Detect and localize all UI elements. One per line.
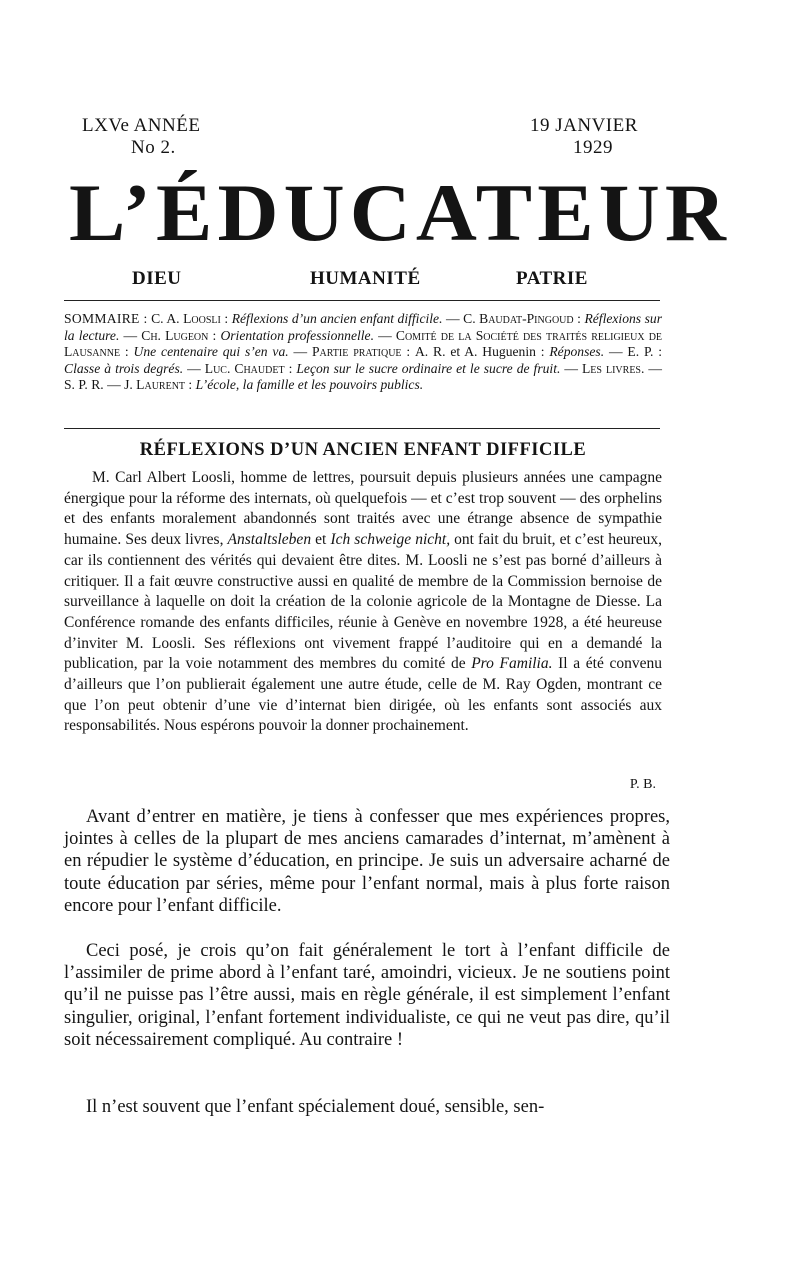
intro-text: ont fait du bruit, et c’est heureux, car ils contiennent des vérités qui devaient être dites. M. Loosli ne s’est pas borné d’ailleurs à critiquer. Il a fait œuvre constructive aussi en qualité de membre de la Commission bernoise de surveillance à laquelle on doit la création de la colonie agricole de la Montagne de Diesse. La Conférence romande des enfants difficiles, réunie à Genève en novembre 1928, a été heureuse d’inviter M. Loosli. Ses réflexions ont vivement frappé l’auditoire qui en a demandé la publication, par la voie notamment des membres du comité de bbox=[64, 531, 662, 673]
body-paragraph: Il n’est souvent que l’enfant spécialement doué, sensible, sen- bbox=[86, 1097, 545, 1117]
toc-separator: — bbox=[560, 360, 582, 376]
body-paragraph: Ceci posé, je crois qu’on fait généralement le tort à l’enfant difficile de l’assimiler de prime abord à l’enfant taré, amoindri, vicieux. Je ne soutiens point qu’il ne puisse pas l’être aussi, mais en règle générale, il est simplement l’enfant singulier, original, l’enfant fortement individualiste, ce qui ne veut pas dire, qu’il soit nécessairement compliqué. Au contraire ! bbox=[64, 941, 670, 1050]
toc-author: E. P. : bbox=[627, 344, 663, 359]
motto-word: DIEU bbox=[132, 268, 182, 289]
intro-signature: P. B. bbox=[629, 777, 656, 792]
toc-author: Luc. Chaudet : bbox=[204, 360, 297, 376]
toc-author: Comité de la Société des traités religieux de Lausanne : bbox=[64, 327, 663, 359]
motto-word: PATRIE bbox=[516, 268, 588, 289]
toc-title: Une centenaire qui s’en va. bbox=[133, 344, 289, 359]
toc-text: — S. P. R. bbox=[64, 360, 662, 392]
toc-title: Réponses. bbox=[549, 344, 605, 359]
toc-separator: — bbox=[107, 377, 125, 392]
toc-title: Orientation professionnelle. bbox=[220, 327, 374, 343]
toc-separator: — bbox=[288, 344, 312, 359]
table-of-contents bbox=[64, 311, 662, 394]
toc-title: L’école, la famille et les pouvoirs publics. bbox=[195, 377, 424, 392]
editorial-intro bbox=[64, 468, 662, 737]
toc-bottom-rule bbox=[64, 428, 660, 429]
toc-author: Les livres. bbox=[582, 360, 649, 376]
masthead-title: L’ÉDUCATEUR bbox=[68, 167, 732, 258]
article-title: RÉFLEXIONS D’UN ANCIEN ENFANT DIFFICILE bbox=[139, 440, 587, 460]
toc-separator: — bbox=[183, 360, 205, 376]
intro-italic-title: Pro Familia. bbox=[471, 655, 553, 673]
top-rule bbox=[64, 300, 660, 301]
issue-date: 19 JANVIER bbox=[530, 115, 638, 136]
toc-separator: — bbox=[604, 344, 628, 359]
body-paragraph: Avant d’entrer en matière, je tiens à confesser que mes expériences propres, jointes à celles de la plupart de mes anciens camarades d’internat, m’amènent à en répudier le système d’éducation, en principe. Je suis un adversaire acharné de toute éducation par séries, même pour l’enfant normal, mais à plus forte raison encore pour l’enfant difficile. bbox=[64, 807, 670, 916]
intro-italic-title: Ich schweige nicht, bbox=[330, 531, 451, 549]
toc-text: A. R. et A. Huguenin : bbox=[414, 344, 550, 359]
volume-year: LXVe ANNÉE bbox=[82, 115, 201, 136]
toc-separator: — bbox=[374, 327, 396, 343]
toc-title: Réflexions sur la lecture. bbox=[64, 311, 662, 343]
toc-separator: — bbox=[119, 327, 142, 343]
toc-author: Partie pratique : bbox=[311, 344, 415, 359]
issue-year: 1929 bbox=[573, 137, 613, 158]
intro-text: Il a été convenu d’ailleurs que l’on publierait également une autre étude, celle de M. Ray Ogden, montrant ce que l’on peut obtenir d’une vie d’internat bien dirigée, où les enfants sont associés aux responsabilités. Nous espérons pouvoir la donner prochainement. bbox=[64, 655, 662, 735]
toc-author: C. A. Loosli : bbox=[151, 311, 232, 326]
toc-title: Réflexions d’un ancien enfant difficile. bbox=[231, 311, 443, 326]
intro-text: M. Carl Albert Loosli, homme de lettres, poursuit depuis plusieurs années une campagne énergique pour la réforme des internats, où quelquefois — et c’est trop souvent — des orphelins et des enfants moralement abandonnés sont traités avec une étrange absence de sympathie humaine. Ses deux livres, bbox=[64, 469, 662, 549]
intro-text: et bbox=[311, 531, 331, 549]
motto-word: HUMANITÉ bbox=[310, 268, 421, 289]
toc-title: Classe à trois degrés. bbox=[64, 360, 184, 376]
toc-author: C. Baudat-Pingoud : bbox=[463, 311, 585, 326]
toc-label: SOMMAIRE : bbox=[64, 311, 148, 326]
toc-author: Ch. Lugeon : bbox=[141, 327, 221, 343]
toc-title: Leçon sur le sucre ordinaire et le sucre de fruit. bbox=[296, 360, 561, 376]
toc-separator: — bbox=[442, 311, 464, 326]
intro-italic-title: Anstaltsleben bbox=[227, 531, 312, 549]
toc-author: J. Laurent : bbox=[124, 377, 196, 392]
issue-number: No 2. bbox=[131, 137, 176, 158]
